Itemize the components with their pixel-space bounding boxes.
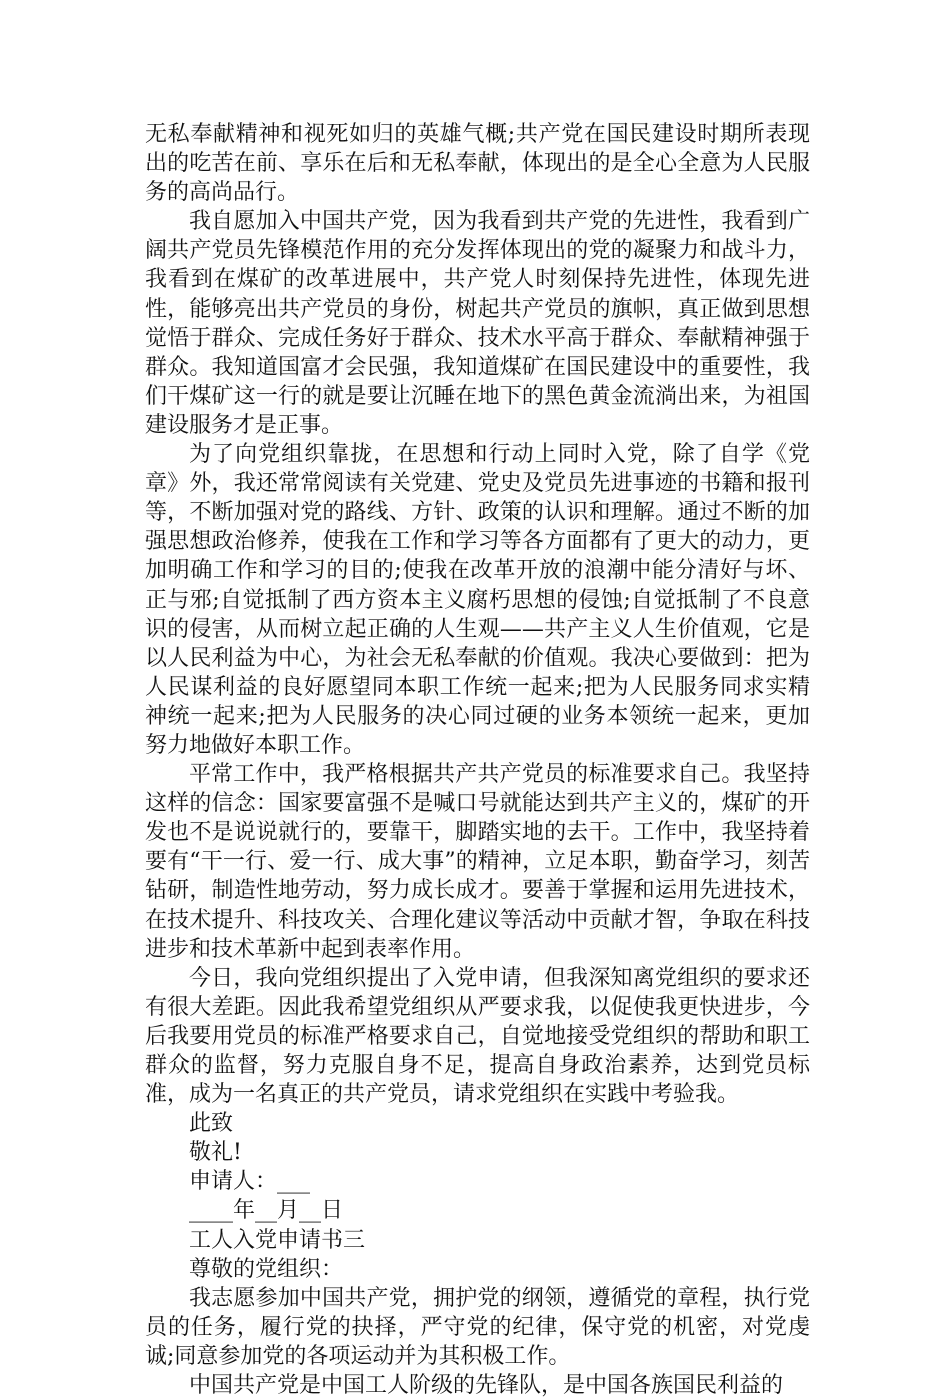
paragraph-pledge: 我志愿参加中国共产党，拥护党的纲领，遵循党的章程，执行党员的任务，履行党的抉择，严守党的纪律，保守党的机密，对党虔诚;同意参加党的各项运动并为其积极工作。 (145, 1285, 810, 1369)
greeting: 尊敬的党组织： (189, 1256, 344, 1282)
closing-salutation-1: 此致 (189, 1111, 234, 1137)
section-title: 工人入党申请书三 (189, 1227, 366, 1253)
closing-salutation-2: 敬礼! (189, 1140, 242, 1166)
paragraph-application: 今日，我向党组织提出了入党申请，但我深知离党组织的要求还有很大差距。因此我希望党组织从严要求我，以促使我更快进步，今后我要用党员的标准严格要求自己，自觉地接受党组织的帮助和职工群众的监督，努力克服自身不足，提高自身政治素养，达到党员标准，成为一名真正的共产党员，请求党组织在实践中考验我。 (145, 965, 810, 1108)
paragraph-reason: 我自愿加入中国共产党，因为我看到共产党的先进性，我看到广阔共产党员先锋模范作用的充分发挥体现出的党的凝聚力和战斗力，我看到在煤矿的改革进展中，共产党人时刻保持先进性，体现先进性，能够亮出共产党员的身份，树起共产党员的旗帜，真正做到思想觉悟于群众、完成任务好于群众、技术水平高于群众、奉献精神强于群众。我知道国富才会民强，我知道煤矿在国民建设中的重要性，我们干煤矿这一行的就是要让沉睡在地下的黑色黄金流淌出来，为祖国建设服务才是正事。 (145, 209, 810, 438)
paragraph-study: 为了向党组织靠拢，在思想和行动上同时入党，除了自学《党章》外，我还常常阅读有关党建、党史及党员先进事迹的书籍和报刊等，不断加强对党的路线、方针、政策的认识和理解。通过不断的加强思想政治修养，使我在工作和学习等各方面都有了更大的动力，更加明确工作和学习的目的;使我在改革开放的浪潮中能分清好与坏、正与邪;自觉抵制了西方资本主义腐朽思想的侵蚀;自觉抵制了不良意识的侵害，从而树立起正确的人生观——共产主义人生价值观，它是以人民利益为中心，为社会无私奉献的价值观。我决心要做到：把为人民谋利益的良好愿望同本职工作统一起来;把为人民服务同求实精神统一起来;把为人民服务的决心同过硬的业务本领统一起来，更加努力地做好本职工作。 (145, 442, 810, 758)
paragraph-work: 平常工作中，我严格根据共产共产党员的标准要求自己。我坚持这样的信念：国家要富强不是喊口号就能达到共产主义的，煤矿的开发也不是说说就行的，要靠干，脚踏实地的去干。工作中，我坚持着要有“干一行、爱一行、成大事”的精神，立足本职，勤奋学习，刻苦钻研，制造性地劳动，努力成长成才。要善于掌握和运用先进技术，在技术提升、科技攻关、合理化建议等活动中贡献才智，争取在科技进步和技术革新中起到表率作用。 (145, 762, 810, 962)
paragraph-party-vanguard: 中国共产党是中国工人阶级的先锋队，是中国各族国民利益的 (189, 1373, 784, 1399)
paragraph-intro: 无私奉献精神和视死如归的英雄气概;共产党在国民建设时期所表现出的吃苦在前、享乐在后和无私奉献，体现出的是全心全意为人民服务的高尚品行。 (145, 122, 810, 206)
applicant-line: 申请人：___ (189, 1169, 311, 1195)
date-line: ____年__月__日 (189, 1198, 344, 1224)
document-page (145, 120, 810, 1400)
